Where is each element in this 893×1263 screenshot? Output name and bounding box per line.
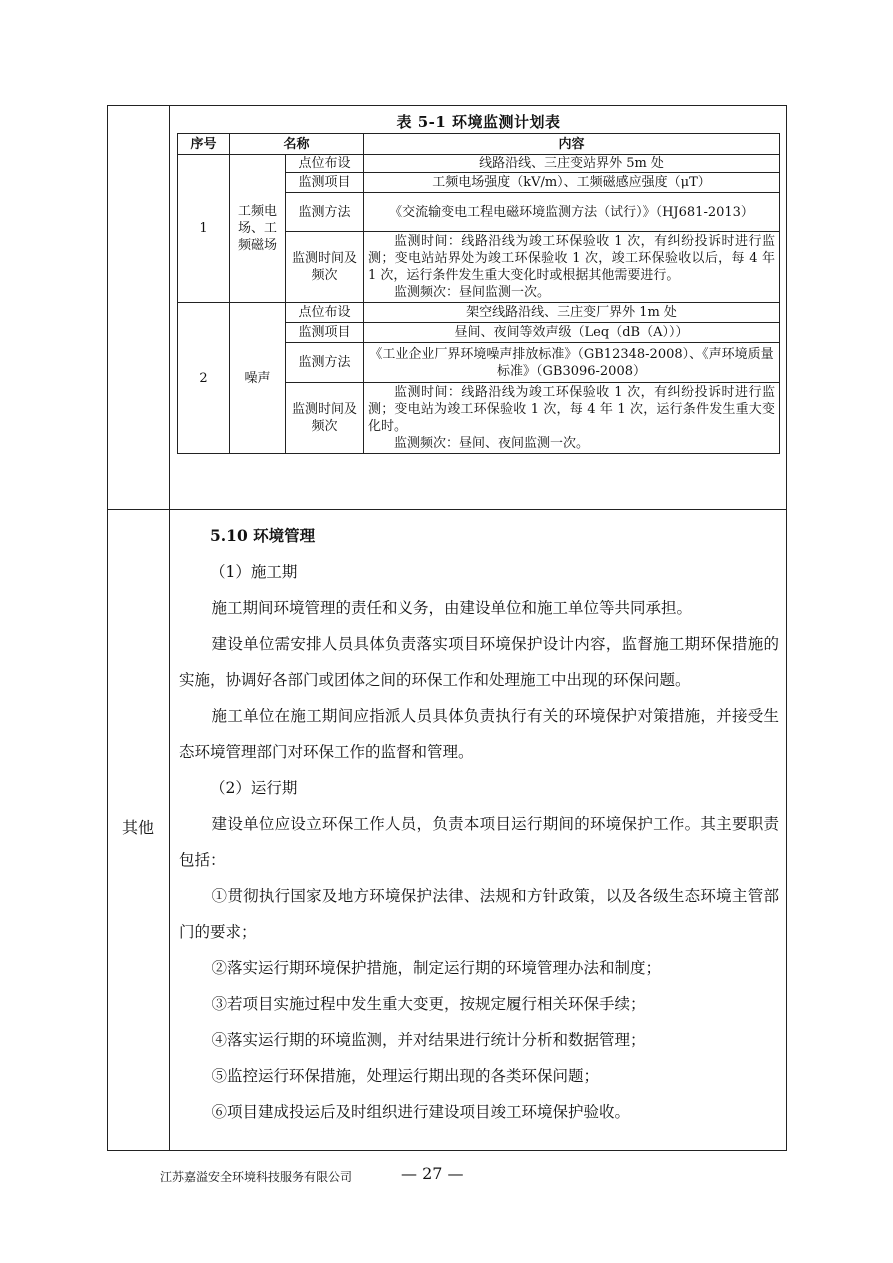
item-content: 工频电场强度（kV/m）、工频磁感应强度（μT） <box>364 173 780 193</box>
item-content: 监测时间：线路沿线为竣工环保验收 1 次，有纠纷投诉时进行监测；变电站为竣工环保验收 1 次，每 4 年 1 次，运行条件发生重大变化时。 <box>364 383 780 436</box>
table-header-row <box>178 134 780 155</box>
group-name: 工频电场、工频磁场 <box>230 155 286 303</box>
item-content: 架空线路沿线、三庄变厂界外 1m 处 <box>364 303 780 323</box>
item-content-frequency: 监测频次：昼间监测一次。 <box>364 284 780 303</box>
item-label: 监测方法 <box>286 193 364 232</box>
item-content: 《交流输变电工程电磁环境监测方法（试行）》（HJ681-2013） <box>364 193 780 232</box>
item-label: 监测项目 <box>286 323 364 343</box>
column-divider <box>169 105 170 1151</box>
table-row <box>178 155 780 173</box>
row-divider <box>107 509 787 510</box>
header-no: 序号 <box>178 134 230 155</box>
section-heading: 5.10 环境管理 <box>210 526 316 545</box>
group-name: 噪声 <box>230 303 286 454</box>
item-content: 线路沿线、三庄变站界外 5m 处 <box>364 155 780 173</box>
item-label: 监测时间及频次 <box>286 383 364 454</box>
header-name: 名称 <box>230 134 364 155</box>
environment-management-section <box>179 518 779 1130</box>
list-item: ⑥项目建成投运后及时组织进行建设项目竣工环境保护验收。 <box>211 1103 631 1121</box>
group-no: 2 <box>178 303 230 454</box>
table-row <box>178 303 780 323</box>
list-item: ④落实运行期的环境监测，并对结果进行统计分析和数据管理； <box>211 1031 646 1049</box>
company-name: 江苏嘉溢安全环境科技服务有限公司 <box>160 1170 353 1184</box>
subheading-construction: （1）施工期 <box>210 563 298 581</box>
monitoring-plan-table <box>177 133 780 454</box>
table-title: 表 5-1 环境监测计划表 <box>396 113 561 131</box>
header-content: 内容 <box>364 134 780 155</box>
item-content: 《工业企业厂界环境噪声排放标准》（GB12348-2008）、《声环境质量标准》（GB3096-2008） <box>364 343 780 383</box>
group-no: 1 <box>178 155 230 303</box>
paragraph: 施工期间环境管理的责任和义务，由建设单位和施工单位等共同承担。 <box>211 599 693 617</box>
item-content-frequency: 监测频次：昼间、夜间监测一次。 <box>364 435 780 454</box>
item-label: 监测时间及频次 <box>286 232 364 303</box>
item-label: 点位布设 <box>286 303 364 323</box>
list-item: ①贯彻执行国家及地方环境保护法律、法规和方针政策，以及各级生态环境主管部门的要求； <box>179 887 779 941</box>
item-content: 监测时间：线路沿线为竣工环保验收 1 次，有纠纷投诉时进行监测；变电站站界处为竣工环保验收 1 次，竣工环保验收以后，每 4 年 1 次，运行条件发生重大变化时或根据其他需要进行。 <box>364 232 780 285</box>
list-item: ⑤监控运行环保措施，处理运行期出现的各类环保问题； <box>211 1067 600 1085</box>
paragraph: 建设单位应设立环保工作人员，负责本项目运行期间的环境保护工作。其主要职责包括： <box>179 815 779 869</box>
list-item: ②落实运行期环境保护措施，制定运行期的环境管理办法和制度； <box>211 959 662 977</box>
paragraph: 施工单位在施工期间应指派人员具体负责执行有关的环境保护对策措施，并接受生态环境管理部门对环保工作的监督和管理。 <box>179 707 779 761</box>
list-item: ③若项目实施过程中发生重大变更，按规定履行相关环保手续； <box>211 995 646 1013</box>
page-number: — 27 — <box>401 1164 464 1183</box>
item-label: 监测项目 <box>286 173 364 193</box>
item-label: 监测方法 <box>286 343 364 383</box>
item-content: 昼间、夜间等效声级（Leq（dB（A））） <box>364 323 780 343</box>
item-label: 点位布设 <box>286 155 364 173</box>
subheading-operation: （2）运行期 <box>210 779 298 797</box>
side-label: 其他 <box>121 818 154 837</box>
paragraph: 建设单位需安排人员具体负责落实项目环境保护设计内容，监督施工期环保措施的实施，协调好各部门或团体之间的环保工作和处理施工中出现的环保问题。 <box>179 635 779 689</box>
